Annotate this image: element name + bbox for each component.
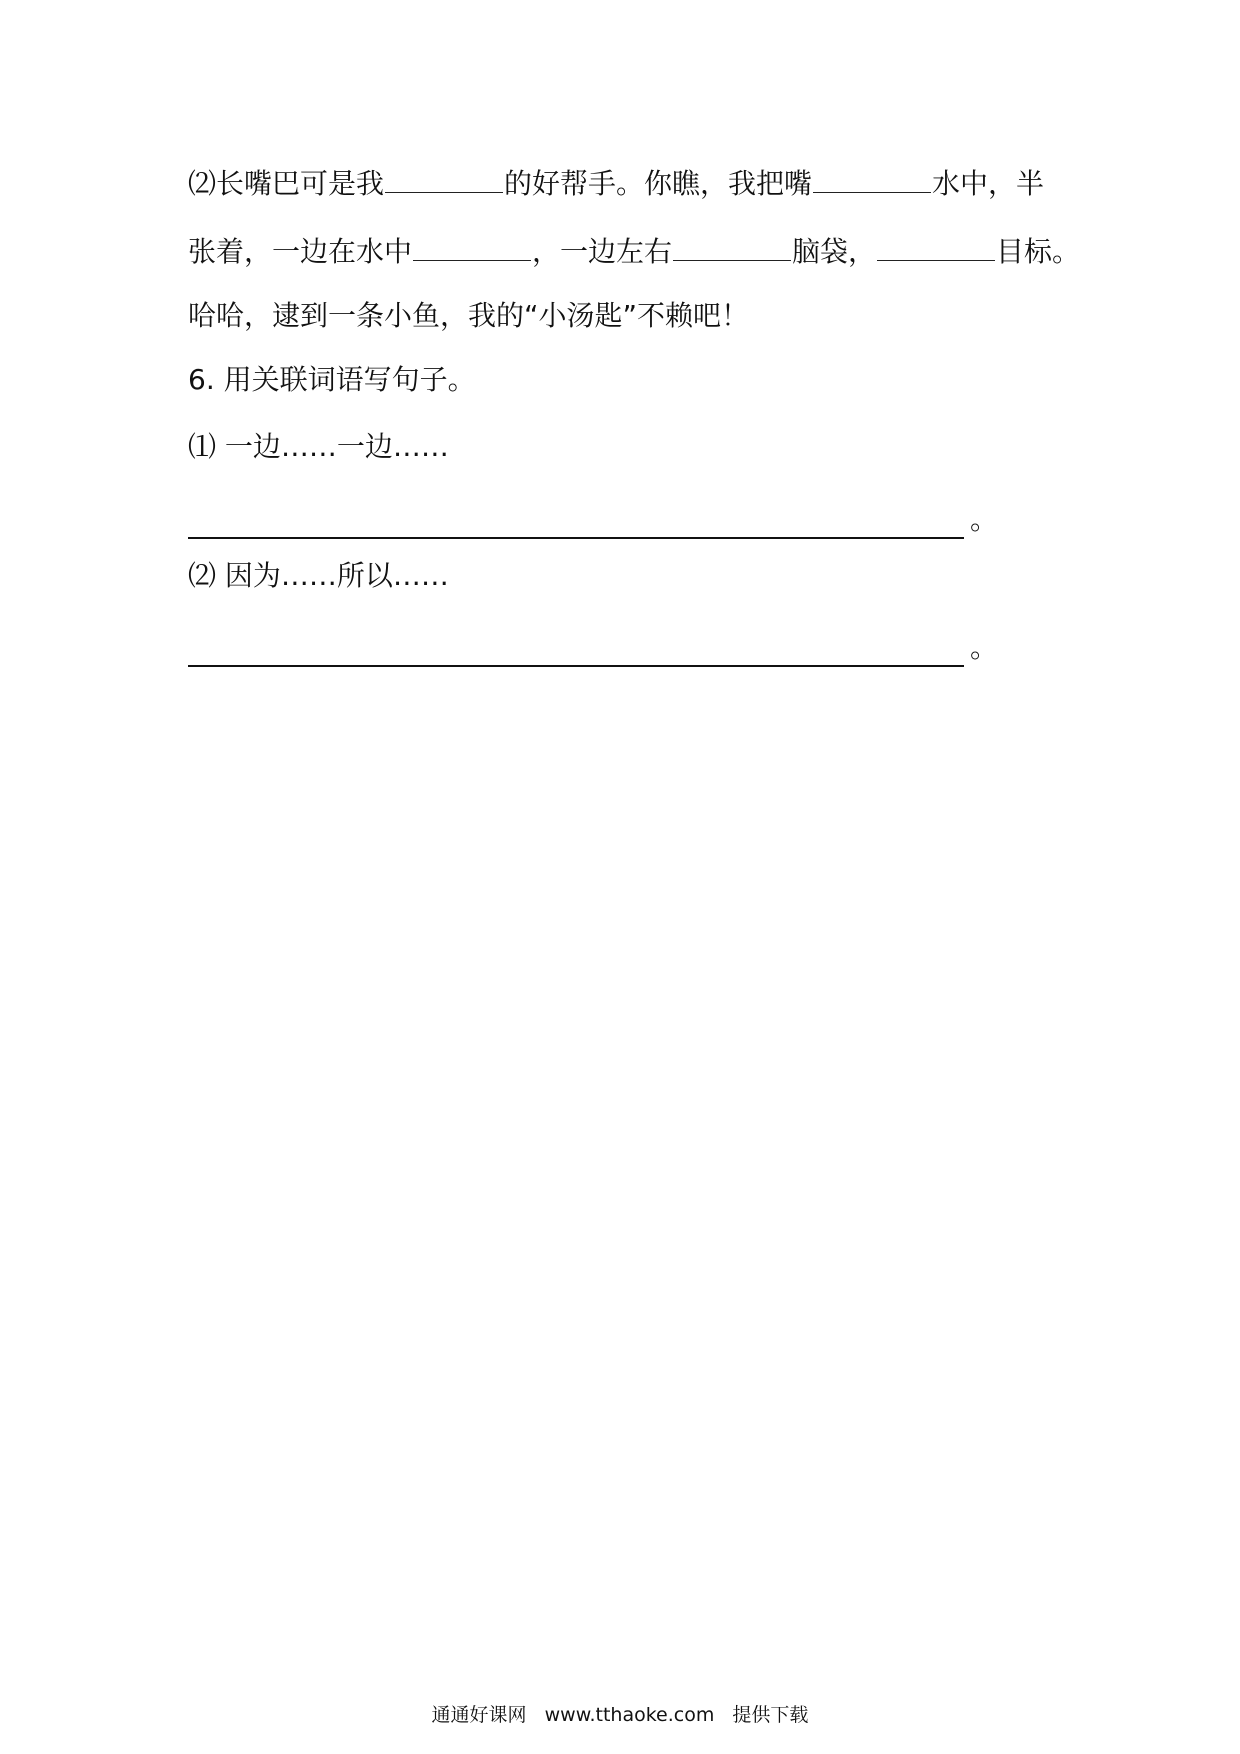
fill-blank[interactable]: [413, 236, 531, 261]
q5-text: 脑袋，: [792, 235, 877, 268]
answer-end-mark: 。: [970, 503, 999, 536]
fill-blank[interactable]: [385, 168, 503, 193]
answer-line[interactable]: [188, 537, 964, 539]
page-footer: [0, 1700, 1240, 1727]
q6-item1-label: ⑴ 一边……一边……: [188, 430, 449, 463]
fill-blank[interactable]: [813, 168, 931, 193]
footer-note: 提供下载: [732, 1704, 809, 1726]
q5-text: ，一边左右: [532, 235, 673, 268]
q5-text: ⑵长嘴巴可是我: [188, 167, 385, 200]
footer-url[interactable]: www.tthaoke.com: [544, 1704, 715, 1726]
q5-text: 目标。: [996, 235, 1081, 268]
q5-text: 张着，一边在水中: [188, 235, 413, 268]
q5-text: 水中，半: [932, 167, 1045, 200]
footer-site-name: 通通好课网: [431, 1704, 527, 1726]
answer-end-mark: 。: [970, 631, 999, 664]
q5-text: 的好帮手。你瞧，我把嘴: [504, 167, 813, 200]
fill-blank[interactable]: [877, 236, 995, 261]
q6-heading: 6. 用关联词语写句子。: [188, 363, 476, 396]
q5-part2-line1: [188, 168, 1044, 198]
q5-part2-line3: 哈哈，逮到一条小鱼，我的“小汤匙”不赖吧！: [188, 299, 750, 332]
fill-blank[interactable]: [673, 236, 791, 261]
q6-item2-label: ⑵ 因为……所以……: [188, 559, 449, 592]
answer-line[interactable]: [188, 665, 964, 667]
q5-part2-line2: [188, 236, 1080, 266]
